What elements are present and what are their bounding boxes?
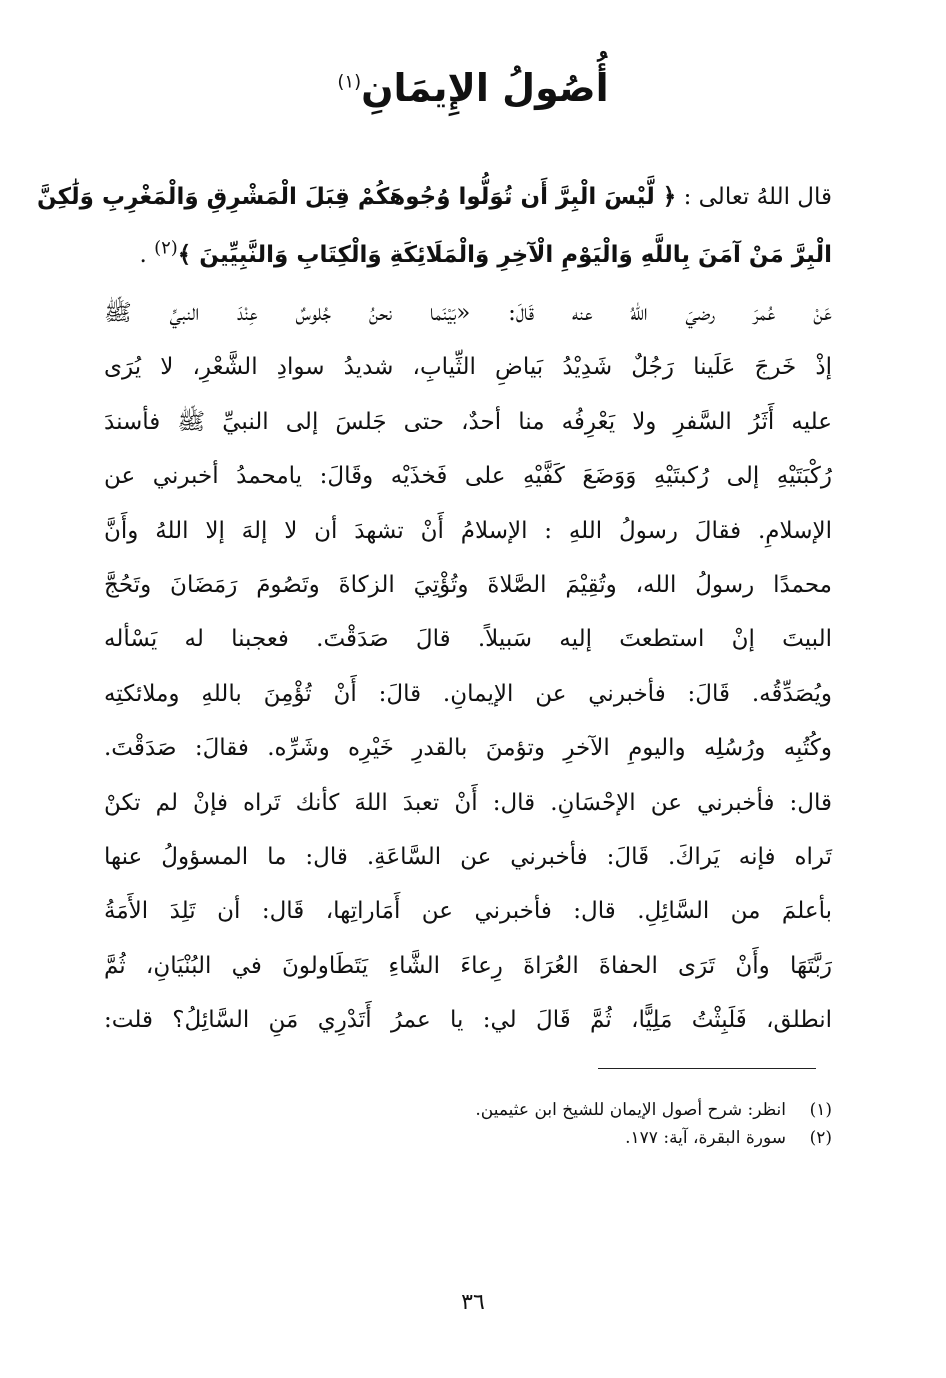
hadith-line: انطلق، فَلَبِثْتُ مَلِيًّا، ثُمَّ قَالَ لي: يا عمرُ أَتَدْرِي مَنِ السَّائِلُ؟ قلت: xyxy=(104,1007,832,1034)
footnote-text: انظر: شرح أصول الإيمان للشيخ ابن عثيمين. xyxy=(475,1100,786,1120)
quran-verse-paragraph xyxy=(36,168,832,284)
chapter-title-text: أُصُولُ الإِيمَانِ xyxy=(361,66,609,110)
verse-footnote-ref: (٢) xyxy=(154,237,178,259)
hadith-line: إذْ خَرجَ عَلَينا رَجُلٌ شَدِيْدُ بَياضِ الثِّيابِ، شديدُ سوادِ الشَّعْرِ، لا يُرَى xyxy=(104,354,832,381)
verse-line-1 xyxy=(36,168,832,226)
hadith-line: عليه أَثَرُ السَّفرِ ولا يَعْرِفُه منا أحدٌ، حتى جَلسَ إلى النبيِّ ﷺ فأسندَ xyxy=(104,408,832,435)
hadith-line: عَنْ عُمرَ رضيَ اللهُ عنه قَالَ: «بَيْنَما نحنُ جُلوسٌ عِنْدَ النبيِّ ﷺ xyxy=(104,300,832,326)
hadith-line: البيتَ إنْ استطعتَ إليه سَبيلاً. قالَ صَدَقْتَ. فعجبنا له يَسْأله xyxy=(104,626,832,653)
hadith-line: الإسلامِ. فقالَ رسولُ اللهِ : الإسلامُ أَنْ تشهدَ أن لا إلهَ إلا اللهُ وأَنَّ xyxy=(104,517,832,544)
hadith-line: وكُتُبِه ورُسُلِه واليومِ الآخرِ وتؤمنَ بالقدرِ خَيْرِه وشَرِّه. فقالَ: صَدَقْتَ. xyxy=(104,735,832,762)
hadith-paragraph xyxy=(104,286,832,1048)
title-footnote-ref: (١) xyxy=(337,71,362,93)
hadith-line: رَبَّتَهَا وأَنْ تَرَى الحفاةَ العُرَاةَ رِعاءَ الشَّاءِ يَتَطَاولونَ في البُنْيَانِ، ثُمَّ xyxy=(104,952,832,979)
footnotes xyxy=(104,1096,832,1152)
footnote-2 xyxy=(104,1124,832,1152)
footnote-number: (٢) xyxy=(809,1128,832,1148)
hadith-line: بأعلمَ من السَّائِلِ. قال: فأخبرني عن أَمَاراتِها، قَال: أن تَلِدَ الأَمَةُ xyxy=(104,898,832,925)
footnote-text: سورة البقرة، آية: ١٧٧. xyxy=(625,1128,786,1148)
verse-intro: قال اللهُ تعالى : xyxy=(683,184,832,210)
hadith-line: تَراه فإنه يَراكَ. قَالَ: فأخبرني عن السَّاعَةِ. قال: ما المسؤولُ عنها xyxy=(104,844,832,871)
page-number: ٣٦ xyxy=(461,1290,485,1315)
hadith-line: قال: فأخبرني عن الإحْسَانِ. قال: أَنْ تعبدَ اللهَ كأنك تَراه فإنْ لم تكنْ xyxy=(104,789,832,816)
footnote-1 xyxy=(104,1096,832,1124)
hadith-line: رُكْبَتَيْهِ إلى رُكبتَيْهِ وَوَضَعَ كَفَّيْهِ على فَخذَيْه وقَالَ: يامحمدُ أخبرني عن xyxy=(104,463,832,490)
hadith-line: ويُصَدِّقُه. قَالَ: فأخبرني عن الإيمانِ. قالَ: أَنْ تُؤْمِنَ باللهِ وملائكتِه xyxy=(104,680,832,707)
footnote-divider xyxy=(598,1068,816,1069)
footnote-number: (١) xyxy=(809,1100,832,1120)
hadith-line: محمدًا رسولُ الله، وتُقِيْمَ الصَّلاةَ وتُؤْتِيَ الزكاةَ وتَصُومَ رَمَضَانَ وتَحُجَّ xyxy=(104,572,832,599)
verse-line-2 xyxy=(104,226,832,284)
verse-text-line-1: ﴿ لَّيْسَ الْبِرَّ أَن تُوَلُّوا وُجُوهَكُمْ قِبَلَ الْمَشْرِقِ وَالْمَغْرِبِ وَلَٰكِنَّ xyxy=(36,184,677,210)
verse-end-mark: . xyxy=(139,242,147,268)
verse-text-line-2: الْبِرَّ مَنْ آمَنَ بِاللَّهِ وَالْيَوْمِ الْآخِرِ وَالْمَلَائِكَةِ وَالْكِتَابِ وَالنَّبِيِّينَ ﴾ xyxy=(177,242,832,268)
chapter-title xyxy=(0,58,946,118)
